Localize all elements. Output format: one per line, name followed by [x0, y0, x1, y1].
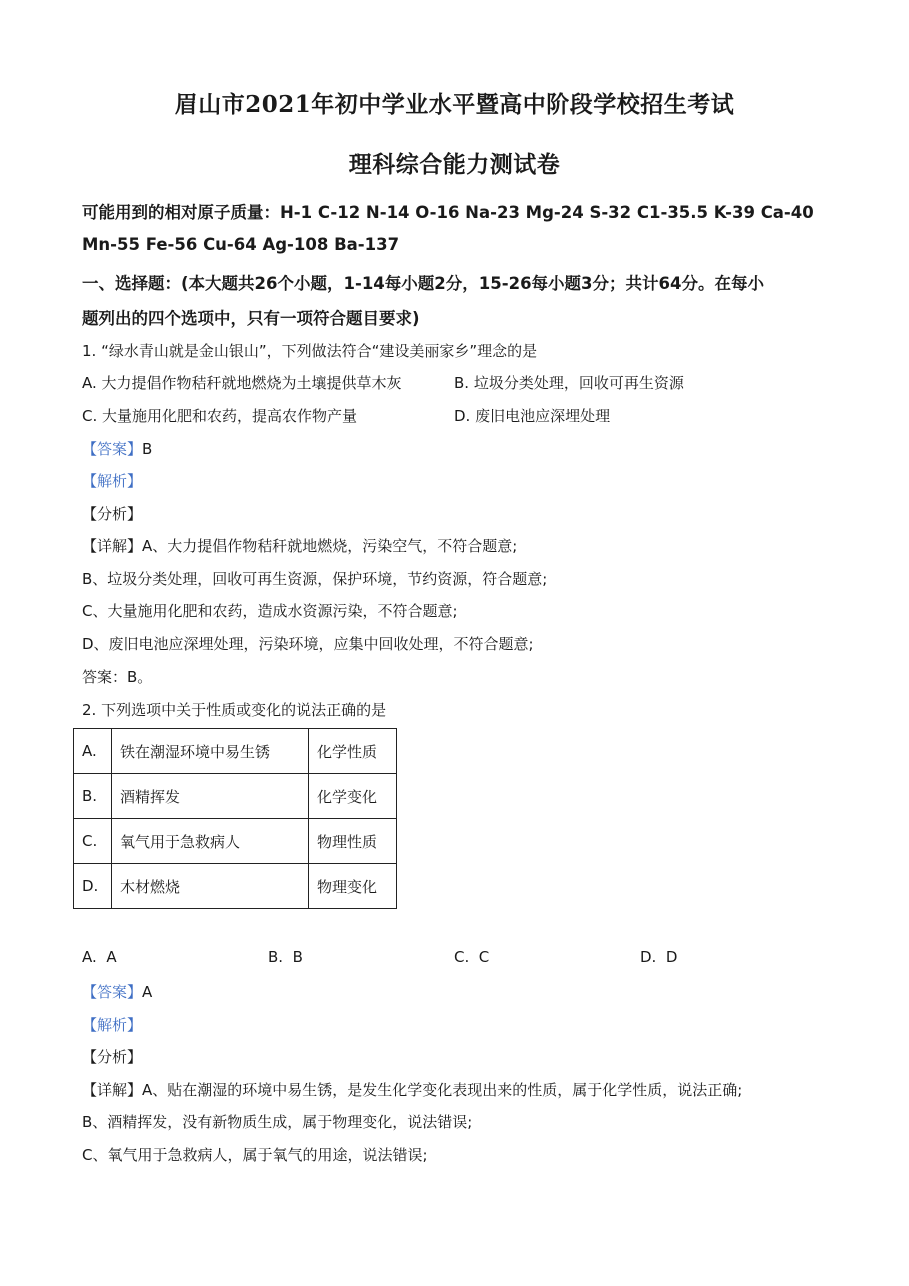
q2-analysis-label: 【解析】	[82, 1016, 143, 1034]
q2-fenxi: 【分析】	[82, 1048, 143, 1066]
q2-row-type: 化学性质	[309, 729, 397, 774]
q2-choice-c	[454, 948, 489, 966]
q2-row-item: 木材燃烧	[112, 864, 309, 909]
q1-analysis-label: 【解析】	[82, 472, 143, 490]
q2-row-type: 物理变化	[309, 864, 397, 909]
q2-answer-label: 【答案】	[82, 983, 143, 1001]
q2-detail-2: B、酒精挥发，没有新物质生成，属于物理变化，说法错误;	[82, 1113, 473, 1131]
page-subtitle: 理科综合能力测试卷	[348, 151, 561, 178]
q2-row-item: 酒精挥发	[112, 774, 309, 819]
q1-detail-1: 【详解】A、大力提倡作物秸秆就地燃烧，污染空气，不符合题意;	[82, 537, 518, 555]
section-heading-line-2: 题列出的四个选项中，只有一项符合题目要求)	[82, 309, 420, 328]
q2-row-letter: A.	[74, 729, 112, 774]
q2-choice-c-value: C	[478, 948, 490, 966]
table-row	[74, 864, 397, 909]
q2-choice-b	[268, 948, 303, 966]
section-heading-line-1: 一、选择题：(本大题共26个小题，1-14每小题2分，15-26每小题3分；共计64分。在每小	[82, 274, 764, 293]
q2-stem: 2. 下列选项中关于性质或变化的说法正确的是	[82, 701, 387, 719]
q1-answer-label: 【答案】	[82, 440, 143, 458]
q2-detail-1: 【详解】A、贴在潮湿的环境中易生锈，是发生化学变化表现出来的性质，属于化学性质，说法正确;	[82, 1081, 743, 1099]
q1-option-a: A. 大力提倡作物秸秆就地燃烧为土壤提供草木灰	[82, 374, 402, 392]
q2-choice-c-label: C.	[454, 948, 470, 966]
table-row	[74, 819, 397, 864]
q1-fenxi: 【分析】	[82, 505, 143, 523]
atomic-mass-line-1: 可能用到的相对原子质量：H-1 C-12 N-14 O-16 Na-23 Mg-24 S-32 C1-35.5 K-39 Ca-40	[82, 203, 814, 222]
q2-table	[73, 728, 397, 909]
q1-detail-4: D、废旧电池应深埋处理，污染环境，应集中回收处理，不符合题意;	[82, 635, 534, 653]
table-row	[74, 729, 397, 774]
q2-row-letter: D.	[74, 864, 112, 909]
q1-option-d: D. 废旧电池应深埋处理	[454, 407, 611, 425]
q2-row-item: 铁在潮湿环境中易生锈	[112, 729, 309, 774]
q1-conclusion: 答案：B。	[82, 668, 153, 686]
q2-choice-a-label: A.	[82, 948, 97, 966]
q2-row-letter: C.	[74, 819, 112, 864]
q2-choice-b-value: B	[292, 948, 303, 966]
table-row	[74, 774, 397, 819]
page-title: 眉山市2021年初中学业水平暨高中阶段学校招生考试	[174, 91, 735, 118]
q2-choice-d-label: D.	[640, 948, 657, 966]
atomic-mass-line-2: Mn-55 Fe-56 Cu-64 Ag-108 Ba-137	[82, 235, 400, 254]
q1-answer-value: B	[142, 440, 153, 458]
q1-option-b: B. 垃圾分类处理，回收可再生资源	[454, 374, 684, 392]
q2-choice-a-value: A	[106, 948, 117, 966]
q1-detail-3: C、大量施用化肥和农药，造成水资源污染，不符合题意;	[82, 602, 458, 620]
q2-choice-d-value: D	[665, 948, 678, 966]
q1-detail-2: B、垃圾分类处理，回收可再生资源，保护环境，节约资源，符合题意;	[82, 570, 548, 588]
q2-choice-d	[640, 948, 677, 966]
q1-stem: 1. “绿水青山就是金山银山”，下列做法符合“建设美丽家乡”理念的是	[82, 342, 538, 360]
q2-answer	[82, 981, 152, 1002]
q2-detail-3: C、氧气用于急救病人，属于氧气的用途，说法错误;	[82, 1146, 428, 1164]
q2-choice-b-label: B.	[268, 948, 284, 966]
q2-row-type: 物理性质	[309, 819, 397, 864]
q2-answer-value: A	[142, 983, 153, 1001]
q2-choice-a	[82, 948, 117, 966]
q2-row-type: 化学变化	[309, 774, 397, 819]
q2-row-letter: B.	[74, 774, 112, 819]
q1-answer	[82, 438, 152, 459]
q1-option-c: C. 大量施用化肥和农药，提高农作物产量	[82, 407, 358, 425]
q2-row-item: 氧气用于急救病人	[112, 819, 309, 864]
